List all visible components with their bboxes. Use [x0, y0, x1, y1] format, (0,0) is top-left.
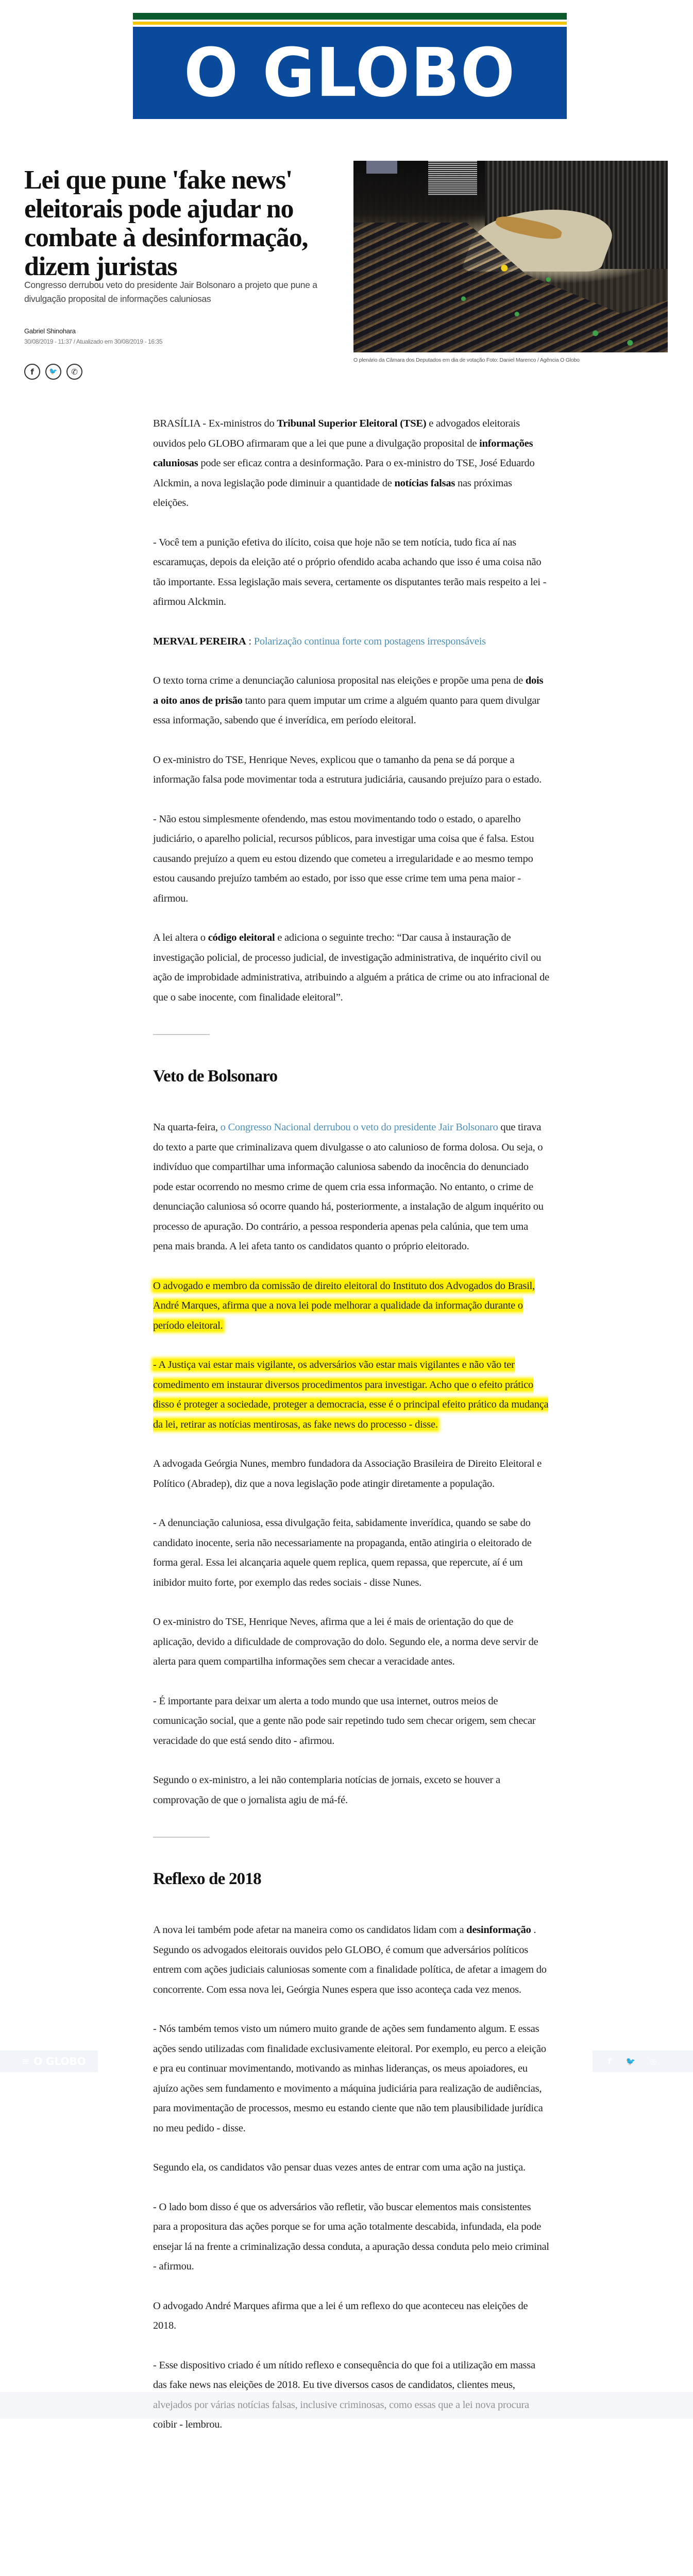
bold-text: dois a oito anos de prisão — [153, 675, 544, 706]
text-run: e adiciona o seguinte trecho: “Dar causa à instauração de investigação policial, de processo judicial, de investigação administrativa, de inquérito civil ou ação de improbidade administrativa, atribuindo a alguém a prática de crime ou ato infracional de que o sabe inocente, com finalidade eleitoral”. — [153, 932, 549, 1003]
facebook-icon: f — [30, 367, 34, 377]
hero-photo[interactable] — [353, 161, 668, 352]
body-paragraph — [153, 1691, 550, 1751]
inline-link[interactable]: o Congresso Nacional derrubou o veto do presidente Jair Bolsonaro — [220, 1122, 498, 1133]
sticky-logo[interactable]: O GLOBO — [33, 2055, 86, 2067]
body-paragraph — [153, 1117, 550, 1257]
sticky-header-left — [0, 2050, 98, 2072]
photo-caption: O plenário da Câmara dos Deputados em dia de votação Foto: Daniel Marenco / Agência O Globo — [353, 357, 580, 363]
body-paragraph — [153, 414, 550, 513]
text-run: A lei altera o — [153, 932, 208, 943]
body-paragraph — [153, 1770, 550, 1810]
text-run: - A denunciação caluniosa, essa divulgação feita, sabidamente inverídica, quando se sabe do candidato inocente, seria não necessariamente na propaganda, então atingiria o eleitorado de forma geral. Essa lei alcançaria aquele quem replica, quem repassa, que repercute, aí é um inibidor muito forte, por exemplo das redes sociais - disse Nunes. — [153, 1517, 532, 1588]
photo-flags — [353, 161, 668, 352]
facebook-icon[interactable]: f — [608, 2057, 612, 2066]
twitter-icon: 🐦 — [49, 368, 58, 376]
facebook-share-button[interactable] — [24, 364, 40, 380]
bold-text: Tribunal Superior Eleitoral (TSE) — [277, 418, 427, 429]
text-run: O advogado André Marques afirma que a lei é um reflexo do que aconteceu nas eleições de 2018. — [153, 2300, 528, 2331]
author-name[interactable]: Gabriel Shinohara — [24, 327, 76, 335]
body-paragraph — [153, 1454, 550, 1494]
text-run: O texto torna crime a denunciação caluniosa proposital nas eleições e propõe uma pena de — [153, 675, 526, 686]
masthead-logo[interactable] — [133, 13, 567, 119]
text-run: - Não estou simplesmente ofendendo, mas estou movimentando todo o estado, o aparelho judiciário, o aparelho policial, recursos públicos, para investigar uma coisa que é falsa. Estou causando prejuízo a quem eu estou dizendo que cometeu a irregularidade e ao mesmo tempo estou causando prejuízo também ao estado, por isso que esse crime tem uma pena maior - afirmou. — [153, 813, 534, 904]
whatsapp-share-button[interactable] — [66, 364, 82, 380]
text-run: tanto para quem imputar um crime a alguém quanto para quem divulgar essa informação, sabendo que é inverídica, em período eleitoral. — [153, 694, 540, 726]
article-headline: Lei que pune 'fake news' eleitorais pode ajudar no combate à desinformação, dizem juristas — [24, 165, 308, 281]
section-heading: Veto de Bolsonaro — [153, 1067, 278, 1086]
share-buttons — [24, 364, 82, 380]
text-run: e advogados eleitorais ouvidos pelo GLOBO afirmaram que a lei que pune a divulgação proposital de — [153, 418, 520, 449]
text-run: que tirava do texto a parte que criminalizava quem divulgasse o ato calunioso de forma dolosa. Ou seja, o indivíduo que compartilhar uma informação caluniosa sabendo da inocência do denunciado pode estar ocorrendo no mesmo crime de quem cria essa informação. No entanto, o crime de denunciação caluniosa só ocorre quando há, posteriormente, a instalação de algum inquérito ou processo de apuração. Do contrário, a pessoa responderia apenas pela calúnia, que tem uma pena mais branda. A lei afeta tanto os candidatos quanto o próprio eleitorado. — [153, 1122, 544, 1252]
text-run: O ex-ministro do TSE, Henrique Neves, explicou que o tamanho da pena se dá porque a informação falsa pode movimentar toda a estrutura judiciária, causando prejuízo para o estado. — [153, 754, 542, 785]
text-run: nas próximas eleições. — [153, 477, 512, 509]
text-run: A advogada Geórgia Nunes, membro fundadora da Associação Brasileira de Direito Eleitoral e Político (Abradep), diz que a nova legislação pode atingir diretamente a população. — [153, 1458, 542, 1489]
text-run: pode ser eficaz contra a desinformação. Para o ex-ministro do TSE, José Eduardo Alckmin, a nova legislação pode diminuir a quantidade de — [153, 457, 535, 489]
whatsapp-icon: ✆ — [71, 367, 78, 377]
publish-dateline: 30/08/2019 - 11:37 / Atualizado em 30/08/2019 - 16:35 — [24, 338, 163, 345]
sticky-header-social — [593, 2050, 693, 2072]
body-paragraph — [153, 2019, 550, 2138]
text-run: - É importante para deixar um alerta a todo mundo que usa internet, outros meios de comunicação social, que a gente não pode sair repetindo tudo sem checar origem, sem checar veracidade do que está sendo dito - afirmou. — [153, 1695, 536, 1747]
inline-link[interactable]: Polarização continua forte com postagens irresponsáveis — [253, 635, 486, 647]
text-run: Na quarta-feira, — [153, 1122, 221, 1133]
text-run: - O lado bom disso é que os adversários vão refletir, vão buscar elementos mais consistentes para a propositura das ações porque se for uma ação totalmente descabida, infundada, ela pode ensejar lá na frente a criminalização dessa conduta, a apuração dessa conduta pelo meio criminal - afirmou. — [153, 2201, 549, 2272]
logo-blue-panel — [133, 27, 567, 119]
twitter-share-button[interactable] — [45, 364, 61, 380]
body-paragraph — [153, 1920, 550, 1999]
section-divider — [153, 1034, 210, 1035]
body-paragraph — [153, 750, 550, 790]
text-run: - Esse dispositivo criado é um nítido reflexo e consequência do que foi a utilização em massa das fake news nas eleições de 2018. Eu tive diversos casos de candidatos, clientes meus, coibir - lembrou. — [153, 2359, 535, 2430]
text-run: Segundo o ex-ministro, a lei não contemplaria notícias de jornais, exceto se houver a comprovação de que o jornalista agiu de má-fé. — [153, 1774, 500, 1806]
text-run: - A Justiça vai estar mais vigilante, os adversários vão estar mais vigilantes e não vão ter comedimento em instaurar diversos procedimentos para investigar. Acho que o efeito prático disso é proteger a sociedade, proteger a democracia, esse é o principal efeito prático da mudança da lei, retirar as notícias mentirosas, as fake news do processo - disse. — [153, 1359, 549, 1430]
logo-wordmark: O GLOBO — [183, 33, 516, 112]
text-run: O advogado e membro da comissão de direito eleitoral do Instituto dos Advogados do Brasil, André Marques, afirma que a nova lei pode melhorar a qualidade da informação durante o período eleitoral. — [153, 1280, 535, 1331]
body-paragraph — [153, 2296, 550, 2336]
body-paragraph — [153, 533, 550, 612]
bold-text: código eleitoral — [208, 932, 275, 943]
logo-green-stripe — [133, 13, 567, 20]
instagram-icon[interactable]: ◎ — [650, 2057, 657, 2066]
body-paragraph — [153, 2158, 550, 2178]
text-run: Segundo ela, os candidatos vão pensar duas vezes antes de entrar com uma ação na justiça. — [153, 2162, 526, 2173]
text-run: : — [246, 635, 254, 647]
bold-text: notícias falsas — [394, 477, 455, 489]
body-paragraph — [153, 1513, 550, 1592]
body-paragraph — [153, 2197, 550, 2277]
body-paragraph — [153, 809, 550, 909]
overlay-band — [0, 2392, 693, 2419]
bold-text: desinformação — [466, 1924, 531, 1936]
highlighted-paragraph — [153, 1276, 550, 1336]
twitter-icon[interactable]: 🐦 — [626, 2057, 636, 2066]
highlighted-paragraph — [153, 1355, 550, 1434]
text-run: - Nós também temos visto um número muito grande de ações sem fundamento algum. E essas ações sendo utilizadas com finalidade exclusivamente eleitoral. Por exemplo, eu perco a eleição e pra eu continuar movimentando, motivando as minhas lideranças, os meus apoiadores, eu ajuízo ações sem fundamento e movimento a máquina judiciária para realização de audiências, para movimentação de processos, mesmo eu estando ciente que não tem plausibilidade jurídica no meu pedido - disse. — [153, 2023, 546, 2134]
text-run: A nova lei também pode afetar na maneira como os candidatos lidam com a — [153, 1924, 467, 1936]
bold-text: informações caluniosas — [153, 437, 533, 469]
menu-icon[interactable]: ≡ — [22, 2056, 30, 2067]
article-body — [153, 414, 550, 2454]
bold-text: MERVAL PEREIRA — [153, 635, 246, 647]
body-paragraph — [153, 1612, 550, 1672]
logo-yellow-stripe — [133, 22, 567, 25]
text-run: . Segundo os advogados eleitorais ouvidos pelo GLOBO, é comum que adversários políticos entrem com ações judiciais caluniosas somente com a finalidade política, de afetar a imagem do concorrente. Com essa nova lei, Geórgia Nunes espera que isso aconteça cada vez menos. — [153, 1924, 547, 1995]
body-paragraph — [153, 632, 550, 652]
article-deck: Congresso derrubou veto do presidente Jair Bolsonaro a projeto que pune a divulgação proposital de informações caluniosas — [24, 280, 317, 304]
text-run: BRASÍLIA - Ex-ministros do — [153, 418, 277, 429]
section-heading: Reflexo de 2018 — [153, 1870, 261, 1888]
section-divider — [153, 1837, 210, 1838]
text-run: O ex-ministro do TSE, Henrique Neves, afirma que a lei é mais de orientação do que de aplicação, devido a dificuldade de comprovação do dolo. Segundo ele, a norma deve servir de alerta para quem compartilha informações sem checar a veracidade antes. — [153, 1616, 538, 1667]
body-paragraph — [153, 928, 550, 1007]
text-run: - Você tem a punição efetiva do ilícito, coisa que hoje não se tem notícia, tudo fica aí nas escaramuças, depois da eleição até o próprio ofendido acaba achando que isso é uma coisa não tão importante. Essa legislação mais severa, certamente os disputantes terão mais respeito a lei - afirmou Alckmin. — [153, 536, 547, 607]
body-paragraph — [153, 671, 550, 731]
